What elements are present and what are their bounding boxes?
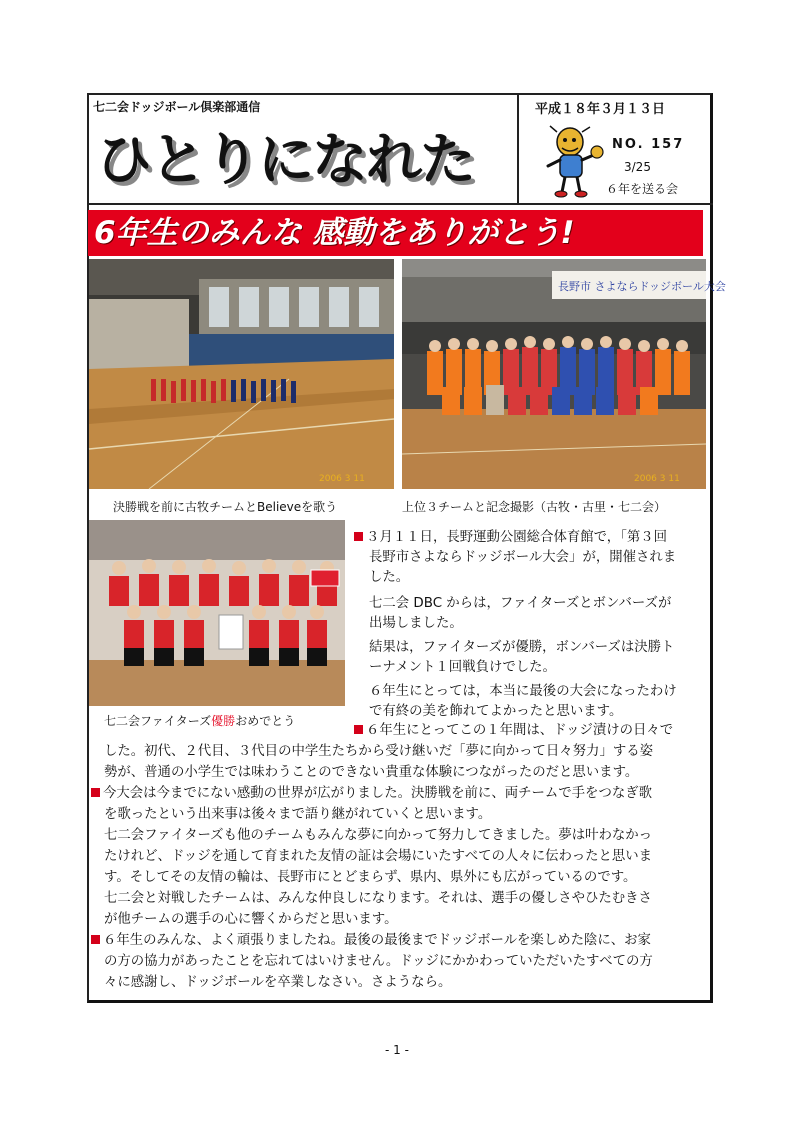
event-date: 3/25 <box>624 160 651 174</box>
article-line: 出場しました。 <box>369 616 463 631</box>
article-line: ６年生にとっては，本当に最後の大会になったわけ <box>369 684 677 699</box>
caption-top3-group: 上位３チームと記念撮影（古牧・古里・七二会） <box>402 500 667 514</box>
newsletter-title: ひとりになれた <box>96 128 474 193</box>
article-line <box>91 931 651 951</box>
article-text: ６年生にとってこの１年間は、ドッジ漬けの日々で <box>366 723 674 738</box>
article-line: した。初代、２代目、３代目の中学生たちから受け継いだ「夢に向かって日々努力」する姿 <box>104 744 654 759</box>
article-line: で有終の美を飾れてよかったと思います。 <box>369 704 623 719</box>
article-line: の方の協力があったことを忘れてはいけません。ドッジにかかわっていただいたすべての方 <box>104 954 653 969</box>
issue-number: NO. 157 <box>612 137 685 152</box>
article-line: 結果は，ファイターズが優勝，ボンバーズは決勝ト <box>369 640 675 655</box>
article-line: 勢が、普通の小学生では味わうことのできない貴重な体験につながったのだと思います。 <box>104 765 639 780</box>
bullet-icon <box>354 725 363 734</box>
caption-champions-highlight: 優勝 <box>211 714 236 728</box>
article-line <box>91 784 652 804</box>
club-name: 七二会ドッジボール倶楽部通信 <box>93 100 261 114</box>
photo-fighters-champions <box>89 520 345 706</box>
venue-sign-text: 長野市 さよならドッジボール大会 <box>558 280 726 293</box>
photo-final-singing <box>89 259 394 489</box>
article-line: たけれど、ドッジを通して育まれた友情の証は会場にいたすべての人々に伝わったと思いま <box>104 849 653 864</box>
article-line: が他チームの選手の心に響くからだと思います。 <box>104 912 398 927</box>
article-line: を歌ったという出来事は後々まで語り継がれていくと思います。 <box>104 807 492 822</box>
page-number: - 1 - <box>385 1043 409 1057</box>
issue-date-full: 平成１８年３月１３日 <box>535 102 666 117</box>
photo-date-stamp: 2006 3 11 <box>319 474 365 484</box>
mascot-illustration <box>540 124 604 198</box>
article-line <box>354 528 667 548</box>
headline-banner: 6年生のみんな 感動をありがとう! <box>88 210 703 256</box>
caption-final-singing: 決勝戦を前に古牧チームとBelieveを歌う <box>113 500 338 514</box>
article-line: 長野市さよならドッジボール大会」が，開催されま <box>369 550 677 565</box>
caption-champions-prefix: 七二会ファイターズ <box>104 714 212 728</box>
article-line: ーナメント１回戦負けでした。 <box>369 660 556 675</box>
article-line: 々に感謝し、ドッジボールを卒業しなさい。さようなら。 <box>104 975 452 990</box>
bullet-icon <box>91 788 100 797</box>
article-text: ３月１１日，長野運動公園総合体育館で，「第３回 <box>366 530 668 545</box>
bullet-icon <box>91 935 100 944</box>
article-text: 今大会は今までにない感動の世界が広がりました。決勝戦を前に、両チームで手をつなぎ歌 <box>103 786 653 801</box>
event-name: ６年を送る会 <box>606 182 679 196</box>
article-line <box>354 721 673 741</box>
article-line: 七二会ファイターズも他のチームもみんな夢に向かって努力してきました。夢は叶わなかっ <box>104 828 653 843</box>
photo-top3-group <box>402 259 726 489</box>
caption-champions-suffix: おめでとう <box>235 714 296 728</box>
article-line: す。そしてその友情の輪は、長野市にとどまらず、県内、県外にも広がっているのです。 <box>104 870 637 885</box>
article-line: 七二会 DBC からは，ファイターズとボンバーズが <box>369 596 672 611</box>
article-line: 七二会と対戦したチームは、みんな仲良しになります。それは、選手の優しさやひたむきさ <box>104 891 652 906</box>
bullet-icon <box>354 532 363 541</box>
article-line: した。 <box>369 570 410 585</box>
caption-champions <box>104 712 295 729</box>
photo-date-stamp: 2006 3 11 <box>634 474 680 484</box>
article-text: ６年生のみんな、よく頑張りましたね。最後の最後までドッジボールを楽しめた陰に、お家 <box>103 933 651 948</box>
